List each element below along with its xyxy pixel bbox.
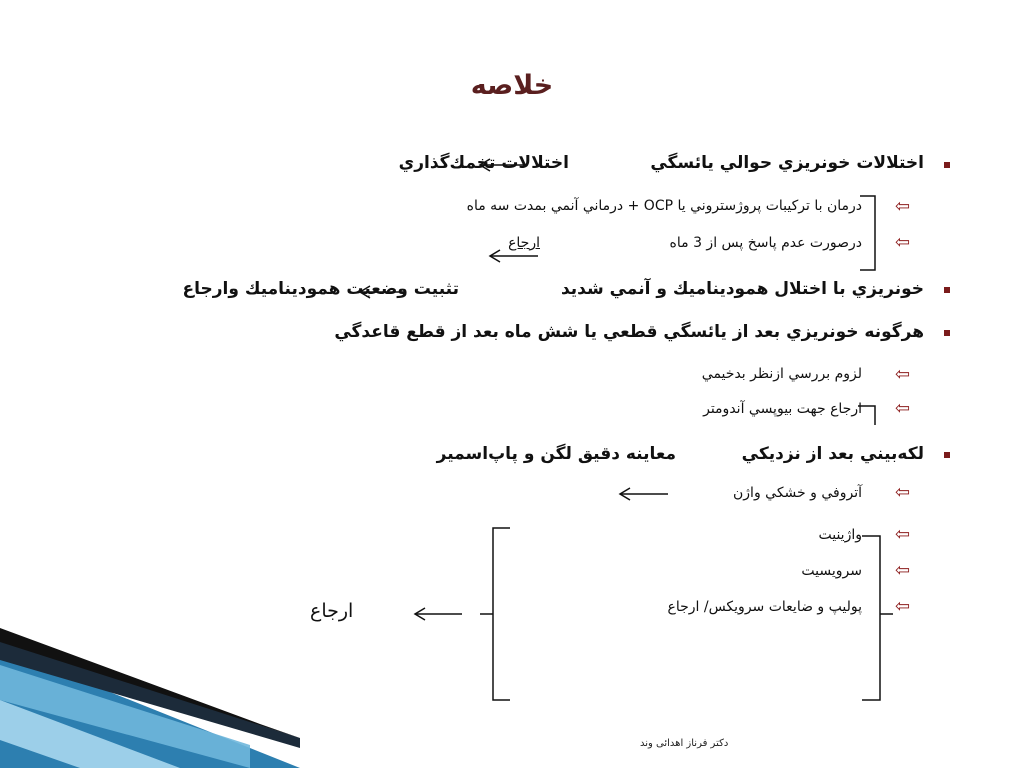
- item-5: هرگونه خونريزي بعد از يائسگي قطعي يا شش ماه بعد از قطع قاعدگي: [334, 322, 924, 342]
- item-3-left: درصورت عدم پاسخ پس از 3 ماه: [669, 235, 862, 251]
- outline-left-arrow-icon: ⇦: [895, 364, 911, 385]
- item-3-right: ارجاع: [508, 235, 540, 251]
- outline-left-arrow-icon: ⇦: [895, 560, 911, 581]
- page-title: خلاصه: [470, 70, 554, 101]
- outline-left-arrow-icon: ⇦: [895, 398, 911, 419]
- item-1-right: اختلالات تخمك‌گذاري: [398, 153, 569, 173]
- square-bullet-icon: [944, 287, 950, 293]
- item-4-right: تثبيت وضعيت همودیناميك وارجاع: [182, 279, 459, 299]
- item-4-left: خونريزي با اختلال همودیناميك و آنمي شديد: [560, 279, 924, 299]
- item-8-right: معاينه دقيق لگن و پاپ‌اسمير: [436, 444, 676, 464]
- item-7: ارجاع جهت بيوپسي آندومتر: [703, 401, 862, 417]
- item-10: واژينيت: [818, 527, 862, 543]
- item-1-left: اختلالات خونريزي حوالي يائسگي: [650, 153, 924, 173]
- square-bullet-icon: [944, 162, 950, 168]
- outline-left-arrow-icon: ⇦: [895, 482, 911, 503]
- outline-left-arrow-icon: ⇦: [895, 232, 911, 253]
- item-2: درمان با تركيبات پروژستروني يا OCP + درماني آنمي بمدت سه ماه: [466, 198, 862, 214]
- square-bullet-icon: [944, 330, 950, 336]
- outline-left-arrow-icon: ⇦: [895, 596, 911, 617]
- item-9: آتروفي و خشكي واژن: [733, 485, 862, 501]
- footer: دکتر فرناز اهدائی وند: [640, 738, 729, 749]
- square-bullet-icon: [944, 452, 950, 458]
- item-6: لزوم بررسي ازنظر بدخيمي: [701, 366, 862, 382]
- item-8-left: لكه‌بيني بعد از نزديكي: [741, 444, 924, 464]
- item-11: سرويسيت: [801, 563, 862, 579]
- side-label: ارجاع: [310, 600, 354, 622]
- item-12: پوليپ و ضايعات سرويكس/ ارجاع: [667, 599, 862, 615]
- outline-left-arrow-icon: ⇦: [895, 524, 911, 545]
- outline-left-arrow-icon: ⇦: [895, 196, 911, 217]
